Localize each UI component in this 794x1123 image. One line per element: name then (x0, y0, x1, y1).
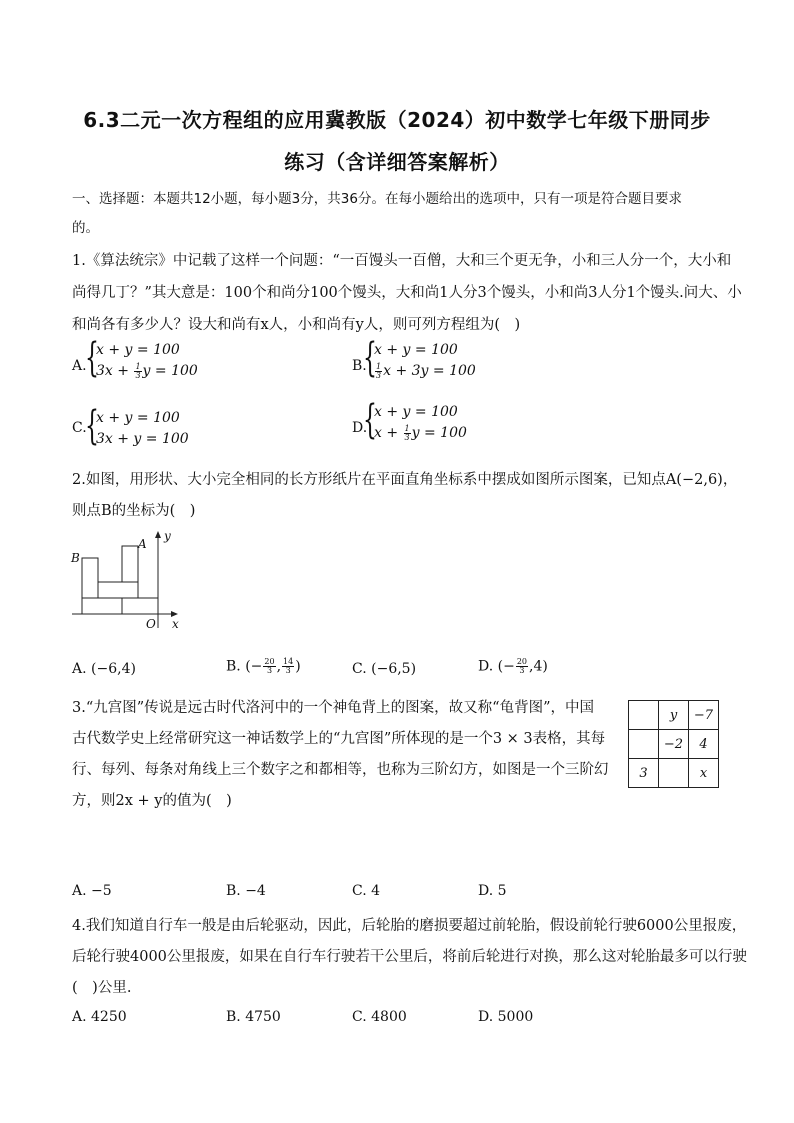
equation: 3x + y = 100 (96, 431, 189, 447)
coordinate-figure (68, 528, 188, 638)
magic-cell (629, 701, 659, 730)
magic-cell: −2 (659, 730, 689, 759)
equation: x + y = 100 (374, 404, 458, 420)
section-header-line-1: 一、选择题：本题共12小题，每小题3分，共36分。在每小题给出的选项中，只有一项是符合题目要求 (72, 191, 682, 207)
point-a-label: A (138, 537, 147, 551)
q2-text-line-2: 则点B的坐标为( ) (72, 503, 196, 519)
q3-text-line-2: 古代数学史上经常研究这一神话数学上的“九宫图”所体现的是一个3 × 3表格，其每 (72, 731, 606, 747)
equation: 3x + $\frac{1}{3}$ y = 100 (96, 361, 198, 380)
q3-option-a[interactable]: A. −5 (72, 883, 112, 899)
q4-option-a[interactable]: A. 4250 (72, 1009, 127, 1025)
point-b-label: B (71, 551, 80, 565)
magic-cell: x (689, 759, 719, 788)
q2-option-d[interactable]: D. (− $\frac{20}{3}$ ,4) (478, 657, 548, 675)
equation: x + y = 100 (374, 342, 458, 358)
q3-text-line-4: 方，则2x + y的值为( ) (72, 793, 232, 809)
q4-option-d[interactable]: D. 5000 (478, 1009, 534, 1025)
equation: x + $\frac{1}{3}$ y = 100 (374, 423, 467, 442)
q3-option-b[interactable]: B. −4 (226, 883, 266, 899)
magic-cell: 3 (629, 759, 659, 788)
fraction: $\frac{20}{3}$ (516, 657, 528, 675)
q1-text-line-2: 尚得几丁？”其大意是：100个和尚分100个馒头，大和尚1人分3个馒头，小和尚3人分1个馒头.问大、小 (72, 285, 742, 301)
q1-option-d-label[interactable]: D. (352, 420, 368, 436)
q1-option-b-label[interactable]: B. (352, 358, 367, 374)
q4-text-line-3: ( )公里. (72, 980, 132, 996)
paper-rect (122, 598, 158, 614)
q3-option-c[interactable]: C. 4 (352, 883, 381, 899)
fraction: $\frac{1}{3}$ (404, 423, 410, 442)
q2-option-a[interactable]: A. (−6,4) (72, 661, 136, 677)
q4-text-line-1: 4.我们知道自行车一般是由后轮驱动，因此，后轮胎的磨损要超过前轮胎，假设前轮行驶6000公里报废， (72, 918, 747, 934)
magic-cell (659, 759, 689, 788)
magic-cell: 4 (689, 730, 719, 759)
q2-text-line-1: 2.如图，用形状、大小完全相同的长方形纸片在平面直角坐标系中摆成如图所示图案，已知点A(−2,6)， (72, 472, 738, 488)
magic-square (628, 700, 719, 788)
q2-option-c[interactable]: C. (−6,5) (352, 661, 417, 677)
section-header-line-2: 的。 (72, 220, 99, 236)
paper-rect (82, 558, 98, 598)
q1-option-a-system[interactable]: { x + y = 100 3x + $\frac{1}{3}$ y = 100 (85, 335, 198, 381)
y-axis-arrow-icon (155, 531, 161, 538)
paper-rect (122, 546, 138, 582)
x-axis-label: x (172, 617, 179, 631)
q1-option-c-system[interactable]: { x + y = 100 3x + y = 100 (85, 403, 189, 449)
q1-option-b-system[interactable]: { x + y = 100 $\frac{1}{3}$ x + 3y = 100 (363, 335, 476, 381)
paper-rect (82, 598, 122, 614)
q3-option-d[interactable]: D. 5 (478, 883, 507, 899)
y-axis-label: y (164, 529, 171, 543)
magic-cell: y (659, 701, 689, 730)
q1-text-line-1: 1.《算法统宗》中记载了这样一个问题：“一百馒头一百僧，大和三个更无争，小和三人分一个，大小和 (72, 253, 732, 269)
fraction: $\frac{20}{3}$ (264, 657, 275, 675)
paper-rect (98, 582, 138, 598)
q1-option-a-label[interactable]: A. (72, 358, 87, 374)
fraction: $\frac{1}{3}$ (376, 361, 382, 380)
page-title-line-2: 练习（含详细答案解析） (284, 150, 510, 174)
equation: x + y = 100 (96, 342, 180, 358)
q1-option-c-label[interactable]: C. (72, 420, 87, 436)
equation: x + y = 100 (96, 410, 180, 426)
fraction: $\frac{1}{3}$ (135, 361, 141, 380)
origin-label: O (146, 617, 156, 631)
q3-text-line-1: 3.“九宫图”传说是远古时代洛河中的一个神龟背上的图案，故又称“龟背图”，中国 (72, 700, 594, 716)
magic-cell: −7 (689, 701, 719, 730)
q4-option-c[interactable]: C. 4800 (352, 1009, 407, 1025)
fraction: $\frac{14}{3}$ (283, 657, 294, 675)
magic-cell (629, 730, 659, 759)
q1-option-d-system[interactable]: { x + y = 100 x + $\frac{1}{3}$ y = 100 (363, 397, 467, 443)
page-title-line-1: 6.3二元一次方程组的应用冀教版（2024）初中数学七年级下册同步 (83, 108, 711, 132)
q3-text-line-3: 行、每列、每条对角线上三个数字之和都相等，也称为三阶幻方，如图是一个三阶幻 (72, 762, 609, 778)
equation: $\frac{1}{3}$ x + 3y = 100 (376, 361, 476, 380)
q4-option-b[interactable]: B. 4750 (226, 1009, 281, 1025)
q4-text-line-2: 后轮行驶4000公里报废，如果在自行车行驶若干公里后，将前后轮进行对换，那么这对轮胎最多可以行驶 (72, 949, 747, 965)
q2-option-b[interactable]: B. (− $\frac{20}{3}$ , $\frac{14}{3}$ ) (226, 657, 301, 675)
q1-text-line-3: 和尚各有多少人？设大和尚有x人，小和尚有y人，则可列方程组为( ) (72, 317, 521, 333)
